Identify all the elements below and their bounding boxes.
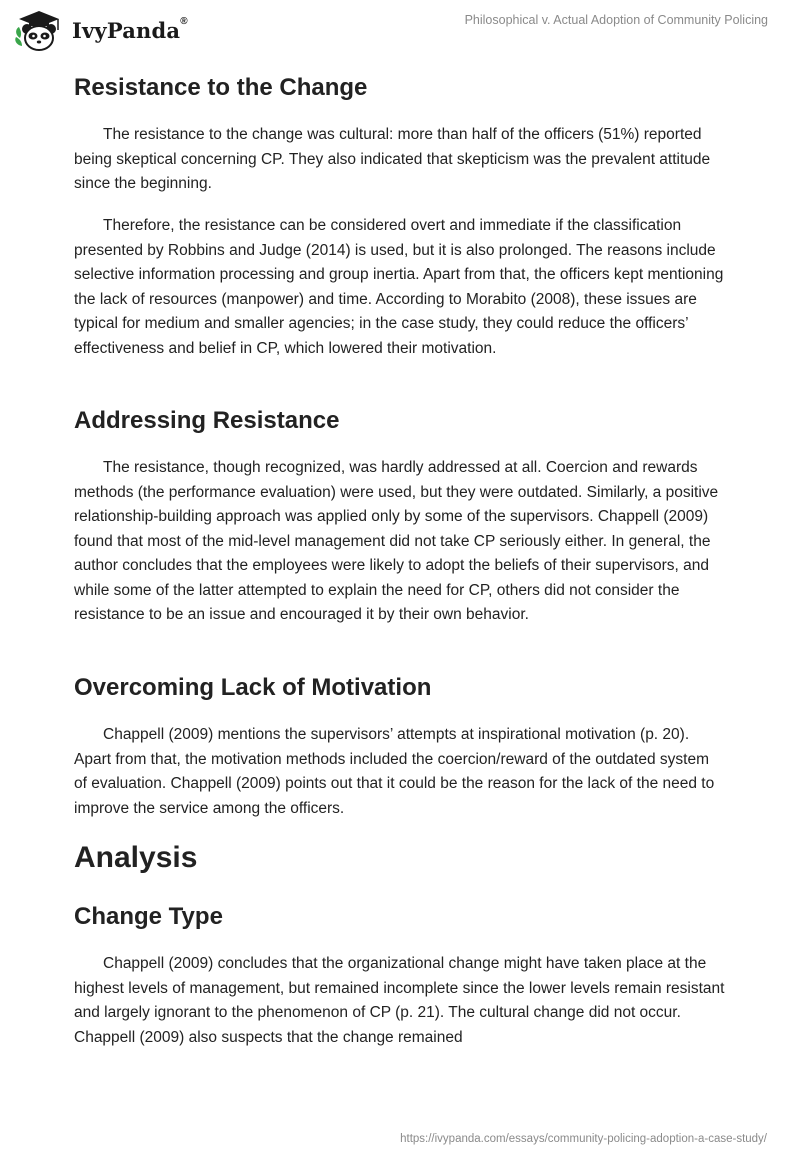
logo-wordmark: IvyPanda® [72,15,188,43]
heading-analysis: Analysis [74,841,198,874]
paragraph-change-type-1: Chappell (2009) concludes that the organizational change might have taken place at the highest levels of management, but remained incomplete since the lower levels remain resistant and largely ignorant to the phenomenon of CP (p. 21). The cultural change did not occur. Chappell (2009) also suspects that the change remained [74,955,725,1046]
panda-graduate-icon [14,8,64,52]
source-url[interactable]: https://ivypanda.com/essays/community-policing-adoption-a-case-study/ [400,1133,767,1145]
heading-change-type: Change Type [74,903,223,930]
heading-overcoming-lack-of-motivation: Overcoming Lack of Motivation [74,674,432,701]
paragraph-motivation-1: Chappell (2009) mentions the supervisors’ attempts at inspirational motivation (p. 20). Apart from that, the motivation methods included the coercion/reward of the outdated system of evaluation. Chappell (2009) points out that it could be the reason for the lack of the need to improve the service among the officers. [74,726,715,817]
paragraph-resistance-2: Therefore, the resistance can be considered overt and immediate if the classification presented by Robbins and Judge (2014) is used, but it is also prolonged. The reasons include selective information processing and group inertia. Apart from that, the officers kept mentioning the lack of resources (manpower) and time. According to Morabito (2008), these issues are typical for medium and smaller agencies; in the case study, they could reduce the officers’ effectiveness and belief in CP, which lowered their motivation. [74,217,724,357]
paragraph-addressing-1: The resistance, though recognized, was hardly addressed at all. Coercion and rewards methods (the performance evaluation) were used, but they were outdated. Similarly, a positive relationship-building approach was applied only by some of the supervisors. Chappell (2009) found that most of the mid-level management did not take CP seriously either. In general, the author concludes that the employees were likely to adopt the beliefs of their supervisors, and while some of the latter attempted to explain the need for CP, others did not consider the resistance to be an issue and encouraged it by their own behavior. [74,459,719,623]
page-header [0,0,800,60]
heading-addressing-resistance: Addressing Resistance [74,407,340,434]
document-title: Philosophical v. Actual Adoption of Community Policing [464,13,768,27]
ivypanda-logo[interactable] [14,8,188,52]
heading-resistance-to-the-change: Resistance to the Change [74,74,368,101]
paragraph-resistance-1: The resistance to the change was cultural: more than half of the officers (51%) reported being skeptical concerning CP. They also indicated that skepticism was the prevalent attitude since the beginning. [74,126,711,192]
